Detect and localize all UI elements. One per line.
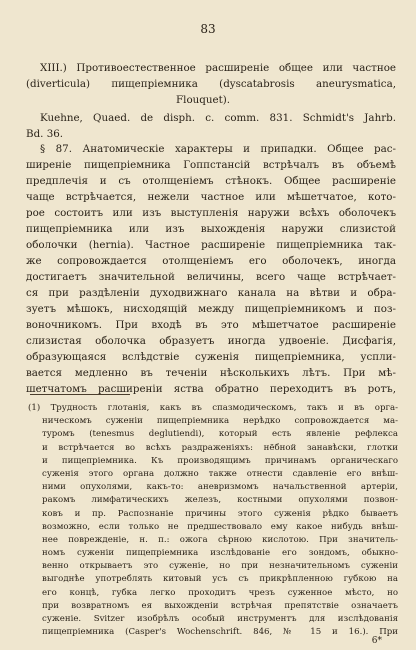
paragraph-line: достигаетъ значительной величины, всего чаще встрѣчает- (26, 271, 396, 283)
footnote-line: пищепріемника (Casper's Wochenschrift. 846, № 15 и 16.). При (42, 627, 398, 638)
footnote-line: суженія этого органа должно также отнести сдавленіе его внѣш- (42, 468, 398, 479)
footnote-line: при возвратномъ ея выхожденіи встрѣчая препятствіе означаетъ (42, 600, 398, 611)
footnote-line: суженіе. Svitzer изобрѣлъ особый инструментъ для изслѣдованія (42, 614, 398, 624)
page-number: 83 (200, 22, 216, 36)
footnote-line: ническомъ суженіи пищепріемника нерѣдко сопровождается ма- (42, 416, 398, 427)
footnote-line: венно открываетъ это суженіе, но при незначительномъ суженіи (42, 561, 398, 572)
reference-line: Kuehne, Quaed. de disph. c. comm. 831. Schmidt's Jahrb. (40, 112, 396, 124)
paragraph-line: шетчатомъ расширеніи яства обратно переходитъ въ ротъ, (26, 383, 396, 395)
heading-line: Flouquet). (176, 94, 231, 106)
footnote-line: нее поврежденіе, н. п.: ожога сѣрною кислотою. При значитель- (42, 534, 398, 545)
footnote-line: ними опухолями, какъ-то: аневризмомъ начальственной артеріи, (42, 482, 398, 493)
paragraph-line: § 87. Анатомическіе характеры и припадки. Общее рас- (40, 143, 396, 155)
paragraph-line: предплечія и съ отолщеніемъ стѣнокъ. Общее расширеніе (26, 175, 396, 187)
paragraph-line: рое состоитъ или изъ выступленія наружи всѣхъ оболочекъ (26, 207, 396, 219)
signature-mark: 6* (371, 636, 382, 646)
paragraph-line: ся при раздѣленіи духодвижнаго канала на вѣтви и обра- (26, 287, 396, 299)
footnote-line: и пищепріемника. Къ производящимъ причинамъ органическаго (42, 455, 398, 466)
paragraph-line: слизистая оболочка образуетъ иногда удвоеніе. Дисфагія, (26, 335, 396, 347)
section-heading (26, 60, 396, 108)
paragraph-line: ширеніе пищепріемника Гоппстансій встрѣчалъ въ объемѣ (26, 159, 396, 171)
footnote-line: выгоднѣе употреблять китовый усъ съ прикрѣпленною губкою на (42, 574, 398, 585)
paragraph-line: зуетъ мѣшокъ, нисходящій между пищепріемникомъ и поз- (26, 303, 396, 315)
paragraph-line: вается медленно въ теченіи нѣсколькихъ лѣтъ. При мѣ- (26, 367, 396, 379)
paragraph-line: же сопровождается отолщеніемъ его оболочекъ, иногда (26, 255, 396, 267)
reference-line: Bd. 36. (26, 128, 64, 140)
paragraph-line: чаще встрѣчается, нежели частное или мѣшетчатое, кото- (26, 191, 396, 203)
paragraph-line: оболочки (hernia). Частное расширеніе пищепріемника так- (26, 239, 396, 251)
heading-line: (diverticula) пищепріемника (dyscatabrosis aneurysmatica, (26, 78, 396, 90)
footnote-line: ракомъ лимфатическихъ железъ, костными опухолями позвон- (42, 495, 398, 506)
paragraph-line: воночникомъ. При входѣ въ это мѣшетчатое расширеніе (26, 319, 396, 331)
footnote-line: номъ суженіи пищепріемника изслѣдованіе его зондомъ, обыкно- (42, 548, 398, 559)
main-paragraph (26, 141, 396, 397)
paragraph-line: пищепріемника или изъ выхожденія наружи слизистой (26, 223, 396, 235)
reference-citation (26, 110, 396, 142)
footnote (28, 402, 398, 639)
footnote-divider (30, 394, 130, 395)
footnote-line: ковъ и пр. Распознаніе причины этого суженія рѣдко бываетъ (42, 508, 398, 519)
footnote-line: возможно, если только не предшествовало ему какое нибудь внѣш- (42, 521, 398, 532)
footnote-line: и встрѣчается во всѣхъ раздраженіяхъ: нёбной занавѣски, глотки (42, 442, 398, 453)
footnote-line: (1) Трудность глотанія, какъ въ спазмодическомъ, такъ и въ орга- (28, 403, 398, 413)
paragraph-line: образующаяся вслѣдствіе суженія пищепріемника, успли- (26, 351, 396, 363)
footnote-line: его концѣ, губка легко проходитъ чрезъ суженное мѣсто, но (42, 587, 398, 598)
heading-line: XIII.) Противоестественное расширеніе общее или частное (40, 62, 396, 74)
footnote-line: туромъ (tenesmus deglutiendi), который есть явленіе рефлекса (42, 429, 398, 440)
